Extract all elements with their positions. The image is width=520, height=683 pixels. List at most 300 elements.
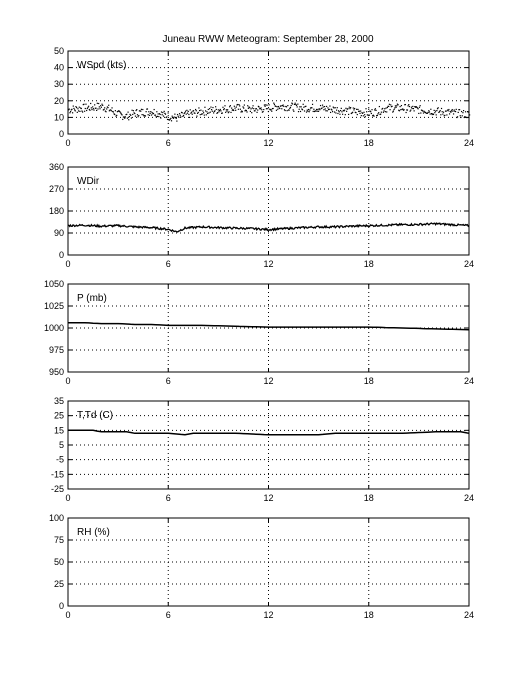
data-point: [359, 113, 360, 114]
data-point: [329, 105, 330, 106]
data-point: [297, 104, 298, 105]
data-point: [364, 114, 365, 115]
data-point: [81, 108, 82, 109]
data-point: [455, 111, 456, 112]
data-point: [148, 111, 149, 112]
data-point: [390, 104, 391, 105]
data-point: [104, 107, 105, 108]
data-point: [377, 113, 378, 114]
panel-label: RH (%): [77, 527, 110, 538]
data-point: [321, 108, 322, 109]
data-point: [127, 118, 128, 119]
data-point: [405, 104, 406, 105]
data-point: [307, 110, 308, 111]
data-point: [168, 112, 169, 113]
data-point: [356, 109, 357, 110]
data-point: [367, 114, 368, 115]
data-point: [152, 112, 153, 113]
data-point: [468, 112, 469, 113]
data-point: [142, 114, 143, 115]
y-tick-label: 0: [58, 250, 64, 260]
data-point: [453, 113, 454, 114]
data-point: [178, 117, 179, 118]
data-point: [389, 104, 390, 105]
data-point: [130, 115, 131, 116]
data-point: [211, 109, 212, 110]
data-point: [436, 114, 437, 115]
data-point: [361, 115, 362, 116]
data-point: [225, 112, 226, 113]
data-point: [303, 104, 304, 105]
y-tick-label: 975: [48, 345, 64, 355]
data-point: [131, 117, 132, 118]
data-point: [182, 112, 183, 113]
data-point: [401, 105, 402, 106]
data-point: [460, 117, 461, 118]
data-point: [150, 113, 151, 114]
data-point: [337, 113, 338, 114]
data-point: [84, 111, 85, 112]
data-point: [204, 115, 205, 116]
y-tick-label: 75: [53, 535, 64, 545]
data-point: [111, 110, 112, 111]
x-tick-label: 0: [65, 259, 71, 269]
data-point: [298, 111, 299, 112]
data-point: [242, 111, 243, 112]
data-point: [86, 110, 87, 111]
data-point: [246, 111, 247, 112]
data-point: [180, 115, 181, 116]
data-point: [339, 111, 340, 112]
data-point: [371, 109, 372, 110]
data-point: [283, 106, 284, 107]
data-point: [395, 105, 396, 106]
data-point: [362, 113, 363, 114]
data-point: [141, 109, 142, 110]
data-point: [379, 106, 380, 107]
data-point: [162, 112, 163, 113]
data-point: [94, 104, 95, 105]
data-point: [440, 114, 441, 115]
data-point: [157, 116, 158, 117]
data-point: [389, 109, 390, 110]
data-point: [256, 112, 257, 113]
data-point: [92, 106, 93, 107]
data-point: [174, 116, 175, 117]
data-point: [295, 103, 296, 104]
data-point: [324, 106, 325, 107]
data-point: [402, 108, 403, 109]
data-point: [240, 109, 241, 110]
data-point: [274, 104, 275, 105]
data-point: [133, 110, 134, 111]
data-point: [412, 108, 413, 109]
data-point: [220, 109, 221, 110]
data-point: [341, 111, 342, 112]
data-point: [354, 108, 355, 109]
data-point: [210, 107, 211, 108]
data-point: [257, 109, 258, 110]
data-point: [70, 111, 71, 112]
data-point: [293, 111, 294, 112]
data-point: [153, 113, 154, 114]
data-point: [91, 109, 92, 110]
data-point: [373, 116, 374, 117]
data-point: [326, 106, 327, 107]
data-point: [215, 106, 216, 107]
data-point: [224, 108, 225, 109]
y-tick-label: -15: [50, 469, 64, 480]
data-point: [370, 111, 371, 112]
data-point: [216, 109, 217, 110]
data-point: [202, 113, 203, 114]
data-point: [252, 105, 253, 106]
data-point: [378, 112, 379, 113]
data-point: [346, 111, 347, 112]
data-point: [393, 111, 394, 112]
data-point: [121, 114, 122, 115]
data-point: [387, 107, 388, 108]
data-point: [230, 105, 231, 106]
data-point: [306, 111, 307, 112]
data-point: [252, 107, 253, 108]
data-point: [172, 116, 173, 117]
y-tick-label: 0: [58, 601, 64, 611]
data-point: [434, 110, 435, 111]
data-point: [353, 109, 354, 110]
data-point: [360, 110, 361, 111]
data-point: [458, 112, 459, 113]
data-point: [85, 108, 86, 109]
x-tick-label: 18: [363, 493, 374, 503]
data-point: [399, 106, 400, 107]
data-point: [304, 110, 305, 111]
data-point: [122, 119, 123, 120]
data-point: [448, 110, 449, 111]
data-point: [323, 106, 324, 107]
data-point: [381, 112, 382, 113]
data-point: [96, 110, 97, 111]
figure-title: Juneau RWW Meteogram: September 28, 2000: [162, 34, 374, 45]
data-point: [446, 110, 447, 111]
data-point: [238, 109, 239, 110]
data-point: [435, 111, 436, 112]
data-point: [98, 103, 99, 104]
x-tick-label: 18: [363, 376, 374, 386]
data-point: [158, 116, 159, 117]
data-point: [203, 112, 204, 113]
data-point: [192, 114, 193, 115]
x-tick-label: 6: [165, 138, 171, 148]
data-point: [111, 107, 112, 108]
data-point: [330, 112, 331, 113]
y-tick-label: 30: [53, 79, 64, 90]
data-point: [101, 107, 102, 108]
data-point: [191, 112, 192, 113]
x-tick-label: 18: [363, 610, 374, 620]
data-point: [184, 112, 185, 113]
data-point: [137, 114, 138, 115]
data-point: [209, 108, 210, 109]
data-point: [244, 104, 245, 105]
data-point: [218, 109, 219, 110]
data-point: [208, 112, 209, 113]
data-point: [449, 113, 450, 114]
data-point: [273, 108, 274, 109]
data-point: [78, 110, 79, 111]
data-point: [148, 114, 149, 115]
data-point: [462, 112, 463, 113]
data-point: [327, 110, 328, 111]
data-point: [105, 111, 106, 112]
y-tick-label: 10: [53, 112, 64, 123]
data-point: [164, 111, 165, 112]
x-tick-label: 12: [263, 493, 274, 503]
data-point: [263, 109, 264, 110]
data-point: [319, 109, 320, 110]
data-point: [163, 115, 164, 116]
data-point: [442, 111, 443, 112]
data-point: [95, 108, 96, 109]
data-point: [103, 109, 104, 110]
data-point: [359, 111, 360, 112]
data-point: [85, 104, 86, 105]
data-point: [439, 111, 440, 112]
data-point: [348, 114, 349, 115]
data-point: [250, 111, 251, 112]
data-point: [452, 109, 453, 110]
data-point: [145, 115, 146, 116]
data-point: [342, 114, 343, 115]
data-point: [69, 109, 70, 110]
data-point: [195, 109, 196, 110]
data-point: [452, 111, 453, 112]
data-point: [349, 108, 350, 109]
data-point: [138, 115, 139, 116]
y-tick-label: 180: [48, 206, 64, 216]
data-point: [397, 104, 398, 105]
data-point: [332, 111, 333, 112]
data-point: [368, 109, 369, 110]
data-point: [100, 105, 101, 106]
data-point: [408, 104, 409, 105]
data-point: [308, 109, 309, 110]
data-point: [140, 111, 141, 112]
data-point: [89, 110, 90, 111]
data-point: [383, 112, 384, 113]
data-point: [454, 109, 455, 110]
data-point: [235, 110, 236, 111]
data-point: [441, 108, 442, 109]
data-point: [375, 110, 376, 111]
x-tick-label: 0: [65, 610, 71, 620]
data-point: [420, 112, 421, 113]
data-point: [214, 110, 215, 111]
data-point: [147, 108, 148, 109]
data-point: [438, 107, 439, 108]
data-point: [196, 116, 197, 117]
data-point: [289, 110, 290, 111]
panel-4: [51, 396, 474, 503]
data-point: [443, 112, 444, 113]
data-point: [242, 106, 243, 107]
data-point: [291, 105, 292, 106]
data-point: [285, 110, 286, 111]
data-point: [99, 106, 100, 107]
data-point: [469, 114, 470, 115]
data-point: [173, 118, 174, 119]
data-point: [276, 110, 277, 111]
data-point: [156, 116, 157, 117]
data-point: [283, 104, 284, 105]
data-point: [269, 104, 270, 105]
data-point: [293, 109, 294, 110]
data-point: [162, 114, 163, 115]
data-point: [217, 112, 218, 113]
data-point: [236, 106, 237, 107]
data-point: [186, 114, 187, 115]
data-point: [265, 104, 266, 105]
data-point: [170, 118, 171, 119]
x-tick-label: 0: [65, 493, 71, 503]
data-point: [448, 109, 449, 110]
data-point: [229, 106, 230, 107]
data-point: [264, 106, 265, 107]
data-point: [138, 116, 139, 117]
data-point: [208, 109, 209, 110]
data-point: [311, 107, 312, 108]
data-point: [113, 111, 114, 112]
panel-label: P (mb): [77, 293, 107, 304]
data-point: [77, 112, 78, 113]
data-point: [120, 112, 121, 113]
data-point: [99, 108, 100, 109]
data-point: [385, 111, 386, 112]
data-point: [167, 119, 168, 120]
data-point: [366, 111, 367, 112]
data-point: [271, 109, 272, 110]
x-tick-label: 6: [165, 376, 171, 386]
data-point: [313, 111, 314, 112]
x-tick-label: 24: [463, 493, 475, 503]
data-point: [126, 114, 127, 115]
data-point: [305, 106, 306, 107]
data-point: [87, 107, 88, 108]
data-point: [174, 114, 175, 115]
data-point: [340, 110, 341, 111]
data-point: [420, 105, 421, 106]
data-point: [180, 116, 181, 117]
data-point: [246, 110, 247, 111]
data-point: [206, 114, 207, 115]
y-tick-label: -25: [50, 484, 64, 494]
data-point: [337, 107, 338, 108]
data-point: [224, 105, 225, 106]
data-point: [183, 115, 184, 116]
data-point: [234, 106, 235, 107]
x-tick-label: 12: [263, 610, 274, 620]
data-point: [382, 108, 383, 109]
data-point: [294, 104, 295, 105]
data-point: [461, 111, 462, 112]
data-point: [413, 108, 414, 109]
data-point: [335, 112, 336, 113]
data-point: [446, 114, 447, 115]
data-point: [199, 110, 200, 111]
data-point: [247, 105, 248, 106]
data-point: [202, 110, 203, 111]
data-point: [230, 112, 231, 113]
data-point: [234, 108, 235, 109]
y-tick-label: 20: [53, 95, 64, 106]
data-point: [268, 111, 269, 112]
data-point: [349, 107, 350, 108]
data-point: [210, 112, 211, 113]
data-point: [196, 110, 197, 111]
data-point: [271, 111, 272, 112]
data-point: [73, 105, 74, 106]
data-point: [161, 111, 162, 112]
data-point: [176, 120, 177, 121]
data-point: [251, 112, 252, 113]
data-point: [212, 107, 213, 108]
data-point: [158, 113, 159, 114]
data-point: [347, 108, 348, 109]
data-point: [411, 107, 412, 108]
x-tick-label: 24: [463, 610, 475, 620]
data-point: [302, 109, 303, 110]
data-point: [353, 107, 354, 108]
data-point: [72, 112, 73, 113]
data-point: [108, 105, 109, 106]
data-point: [331, 109, 332, 110]
data-point: [292, 103, 293, 104]
data-point: [188, 111, 189, 112]
data-point: [151, 114, 152, 115]
series-line: [68, 430, 469, 434]
data-point: [115, 110, 116, 111]
data-point: [187, 113, 188, 114]
data-point: [279, 108, 280, 109]
x-tick-label: 6: [165, 610, 171, 620]
data-point: [146, 111, 147, 112]
data-point: [377, 115, 378, 116]
data-point: [226, 111, 227, 112]
data-point: [463, 110, 464, 111]
data-point: [407, 109, 408, 110]
data-point: [394, 107, 395, 108]
data-point: [418, 113, 419, 114]
data-point: [273, 103, 274, 104]
data-point: [317, 111, 318, 112]
data-point: [325, 110, 326, 111]
data-point: [101, 104, 102, 105]
data-point: [457, 116, 458, 117]
data-point: [165, 114, 166, 115]
y-tick-label: 270: [48, 184, 64, 194]
data-point: [327, 107, 328, 108]
data-point: [386, 111, 387, 112]
data-point: [355, 112, 356, 113]
data-point: [286, 106, 287, 107]
data-point: [410, 110, 411, 111]
data-point: [119, 111, 120, 112]
data-point: [309, 111, 310, 112]
data-point: [156, 111, 157, 112]
data-point: [73, 108, 74, 109]
data-point: [450, 112, 451, 113]
data-point: [97, 103, 98, 104]
